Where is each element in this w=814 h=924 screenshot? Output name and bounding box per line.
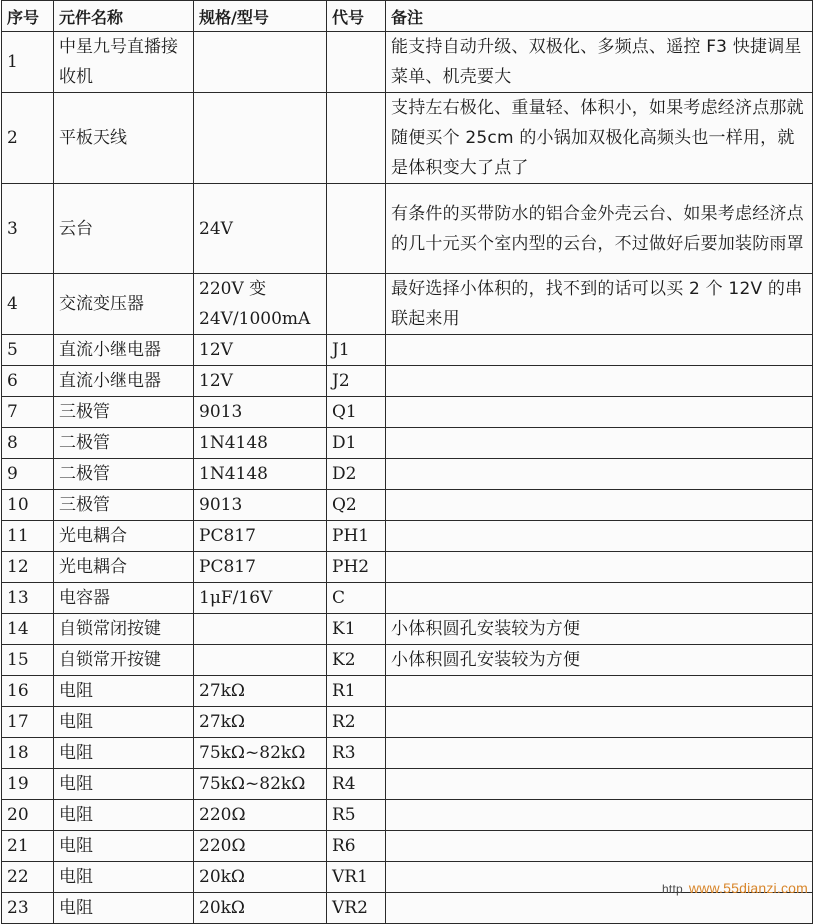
cell-seq: 22: [2, 862, 54, 893]
cell-spec: 1μF/16V: [194, 583, 327, 614]
watermark-prefix: http: [662, 882, 683, 896]
cell-code: K2: [327, 645, 386, 676]
cell-name: 三极管: [54, 397, 194, 428]
cell-seq: 1: [2, 32, 54, 93]
cell-spec: [194, 614, 327, 645]
table-row: [2, 583, 813, 614]
table-row: [2, 676, 813, 707]
cell-seq: 4: [2, 274, 54, 335]
cell-seq: 21: [2, 831, 54, 862]
cell-code: VR2: [327, 893, 386, 924]
cell-seq: 11: [2, 521, 54, 552]
table-row: [2, 459, 813, 490]
cell-name: 电阻: [54, 893, 194, 924]
cell-note: [386, 583, 813, 614]
cell-code: PH2: [327, 552, 386, 583]
table-row: [2, 184, 813, 274]
cell-note: 能支持自动升级、双极化、多频点、遥控 F3 快捷调星菜单、机壳要大: [386, 32, 813, 93]
cell-spec: 24V: [194, 184, 327, 274]
table-row: [2, 614, 813, 645]
cell-spec: 1N4148: [194, 428, 327, 459]
cell-name: 平板天线: [54, 93, 194, 184]
table-row: [2, 490, 813, 521]
cell-name: 光电耦合: [54, 552, 194, 583]
cell-spec: [194, 32, 327, 93]
table-row: [2, 769, 813, 800]
cell-code: R1: [327, 676, 386, 707]
cell-code: J2: [327, 366, 386, 397]
cell-seq: 7: [2, 397, 54, 428]
cell-code: R6: [327, 831, 386, 862]
cell-note: [386, 335, 813, 366]
cell-spec: 9013: [194, 490, 327, 521]
cell-name: 自锁常闭按键: [54, 614, 194, 645]
header-name: 元件名称: [54, 1, 194, 32]
cell-name: 电阻: [54, 676, 194, 707]
cell-note: 最好选择小体积的，找不到的话可以买 2 个 12V 的串联起来用: [386, 274, 813, 335]
cell-note: [386, 490, 813, 521]
table-header-row: [2, 1, 813, 32]
cell-code: [327, 184, 386, 274]
cell-seq: 23: [2, 893, 54, 924]
cell-note: [386, 769, 813, 800]
cell-note: [386, 459, 813, 490]
cell-spec: [194, 93, 327, 184]
cell-spec: PC817: [194, 552, 327, 583]
cell-seq: 5: [2, 335, 54, 366]
cell-name: 自锁常开按键: [54, 645, 194, 676]
cell-name: 云台: [54, 184, 194, 274]
table-row: [2, 428, 813, 459]
header-code: 代号: [327, 1, 386, 32]
cell-seq: 8: [2, 428, 54, 459]
table-row: [2, 707, 813, 738]
table-row: [2, 93, 813, 184]
cell-code: R4: [327, 769, 386, 800]
cell-seq: 20: [2, 800, 54, 831]
cell-note: [386, 738, 813, 769]
cell-spec: [194, 645, 327, 676]
cell-spec: 1N4148: [194, 459, 327, 490]
cell-note: [386, 366, 813, 397]
cell-code: R3: [327, 738, 386, 769]
cell-spec: 20kΩ: [194, 893, 327, 924]
table-row: [2, 397, 813, 428]
cell-seq: 19: [2, 769, 54, 800]
cell-spec: 12V: [194, 366, 327, 397]
cell-note: [386, 552, 813, 583]
cell-seq: 12: [2, 552, 54, 583]
parts-list-table: [1, 0, 813, 924]
cell-name: 二极管: [54, 459, 194, 490]
cell-seq: 3: [2, 184, 54, 274]
cell-note: [386, 893, 813, 924]
cell-code: R2: [327, 707, 386, 738]
table-row: [2, 800, 813, 831]
cell-seq: 17: [2, 707, 54, 738]
table-row: [2, 645, 813, 676]
table-row: [2, 366, 813, 397]
cell-spec: 220Ω: [194, 800, 327, 831]
cell-note: [386, 676, 813, 707]
cell-name: 中星九号直播接收机: [54, 32, 194, 93]
table-row: [2, 274, 813, 335]
cell-spec: 75kΩ~82kΩ: [194, 738, 327, 769]
cell-name: 二极管: [54, 428, 194, 459]
cell-code: J1: [327, 335, 386, 366]
cell-spec: 220Ω: [194, 831, 327, 862]
cell-code: VR1: [327, 862, 386, 893]
cell-name: 光电耦合: [54, 521, 194, 552]
watermark: [662, 880, 808, 896]
cell-code: D2: [327, 459, 386, 490]
cell-name: 电阻: [54, 738, 194, 769]
cell-spec: 75kΩ~82kΩ: [194, 769, 327, 800]
cell-seq: 6: [2, 366, 54, 397]
watermark-site: www.55dianzi.com: [688, 880, 808, 896]
cell-code: [327, 93, 386, 184]
cell-seq: 15: [2, 645, 54, 676]
cell-name: 直流小继电器: [54, 366, 194, 397]
cell-spec: 27kΩ: [194, 707, 327, 738]
table-row: [2, 32, 813, 93]
cell-note: [386, 800, 813, 831]
header-seq: 序号: [2, 1, 54, 32]
cell-seq: 16: [2, 676, 54, 707]
cell-code: R5: [327, 800, 386, 831]
cell-note: [386, 831, 813, 862]
cell-spec: 9013: [194, 397, 327, 428]
cell-note: [386, 428, 813, 459]
cell-note: 支持左右极化、重量轻、体积小，如果考虑经济点那就随便买个 25cm 的小锅加双极化高频头也一样用，就是体积变大了点了: [386, 93, 813, 184]
cell-seq: 14: [2, 614, 54, 645]
cell-spec: 12V: [194, 335, 327, 366]
cell-seq: 10: [2, 490, 54, 521]
cell-name: 电阻: [54, 862, 194, 893]
cell-name: 电阻: [54, 800, 194, 831]
header-spec: 规格/型号: [194, 1, 327, 32]
cell-code: [327, 274, 386, 335]
cell-name: 电阻: [54, 707, 194, 738]
cell-name: 电阻: [54, 831, 194, 862]
header-note: 备注: [386, 1, 813, 32]
cell-code: K1: [327, 614, 386, 645]
cell-code: PH1: [327, 521, 386, 552]
table-row: [2, 831, 813, 862]
cell-spec: PC817: [194, 521, 327, 552]
table-row: [2, 335, 813, 366]
cell-code: Q1: [327, 397, 386, 428]
cell-note: [386, 521, 813, 552]
cell-name: 直流小继电器: [54, 335, 194, 366]
cell-name: 电容器: [54, 583, 194, 614]
table-body: [2, 32, 813, 924]
table-row: [2, 552, 813, 583]
table-row: [2, 521, 813, 552]
cell-seq: 2: [2, 93, 54, 184]
cell-note: [386, 707, 813, 738]
table-row: [2, 893, 813, 924]
cell-seq: 18: [2, 738, 54, 769]
cell-note: 小体积圆孔安装较为方便: [386, 614, 813, 645]
cell-name: 交流变压器: [54, 274, 194, 335]
cell-note: [386, 397, 813, 428]
cell-seq: 13: [2, 583, 54, 614]
cell-code: D1: [327, 428, 386, 459]
cell-name: 电阻: [54, 769, 194, 800]
cell-spec: 27kΩ: [194, 676, 327, 707]
cell-name: 三极管: [54, 490, 194, 521]
cell-code: [327, 32, 386, 93]
cell-spec: 20kΩ: [194, 862, 327, 893]
cell-note: 有条件的买带防水的铝合金外壳云台、如果考虑经济点的几十元买个室内型的云台，不过做好后要加装防雨罩: [386, 184, 813, 274]
cell-code: C: [327, 583, 386, 614]
cell-seq: 9: [2, 459, 54, 490]
cell-note: 小体积圆孔安装较为方便: [386, 645, 813, 676]
cell-code: Q2: [327, 490, 386, 521]
table-row: [2, 738, 813, 769]
cell-spec: 220V 变 24V/1000mA: [194, 274, 327, 335]
